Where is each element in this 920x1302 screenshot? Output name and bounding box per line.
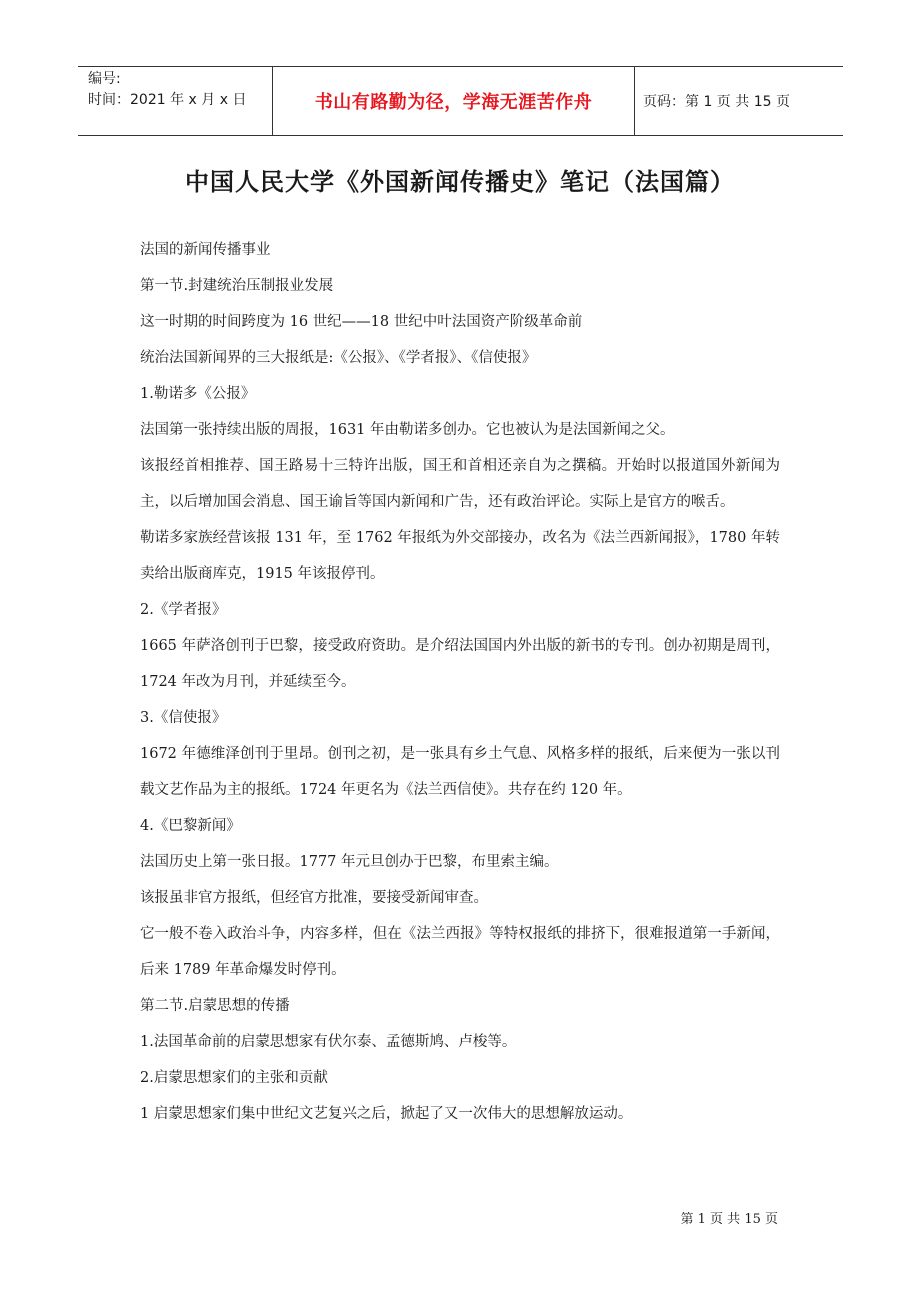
page-footer: 第 1 页 共 15 页: [680, 1212, 778, 1227]
page-header: [78, 66, 843, 136]
paragraph: 1665 年萨洛创刊于巴黎，接受政府资助。是介绍法国国内外出版的新书的专刊。创办初期是周刊，1724 年改为月刊，并延续至今。: [140, 638, 780, 690]
paragraph: 2.启蒙思想家们的主张和贡献: [140, 1070, 328, 1086]
paragraph: 1672 年德维泽创刊于里昂。创刊之初，是一张具有乡土气息、风格多样的报纸，后来便为一张以刊载文艺作品为主的报纸。1724 年更名为《法兰西信使》。共存在约 120 年。: [140, 746, 780, 798]
header-motto: 书山有路勤为径，学海无涯苦作舟: [273, 67, 635, 135]
paragraph: 法国历史上第一张日报。1777 年元旦创办于巴黎，布里索主编。: [140, 854, 559, 870]
paragraph: 法国的新闻传播事业: [140, 242, 271, 258]
paragraph: 统治法国新闻界的三大报纸是:《公报》、《学者报》、《信使报》: [140, 350, 537, 366]
header-meta: [78, 67, 273, 135]
document-date: 时间：2021 年 x 月 x 日: [88, 92, 247, 108]
paragraph: 该报经首相推荐、国王路易十三特许出版，国王和首相还亲自为之撰稿。开始时以报道国外新闻为主，以后增加国会消息、国王谕旨等国内新闻和广告，还有政治评论。实际上是官方的喉舌。: [140, 458, 780, 510]
paragraph: 第二节.启蒙思想的传播: [140, 998, 290, 1014]
paragraph: 第一节.封建统治压制报业发展: [140, 278, 334, 294]
paragraph: 法国第一张持续出版的周报，1631 年由勒诺多创办。它也被认为是法国新闻之父。: [140, 422, 675, 438]
paragraph: 勒诺多家族经营该报 131 年，至 1762 年报纸为外交部接办，改名为《法兰西新闻报》，1780 年转卖给出版商库克，1915 年该报停刊。: [140, 530, 780, 582]
document-code-label: 编号:: [88, 71, 121, 87]
header-page-info: 页码：第 1 页 共 15 页: [643, 94, 790, 110]
paragraph: 2.《学者报》: [140, 602, 227, 618]
paragraph: 1.勒诺多《公报》: [140, 386, 256, 402]
document-title: 中国人民大学《外国新闻传播史》笔记（法国篇）: [185, 168, 735, 196]
paragraph: 它一般不卷入政治斗争，内容多样，但在《法兰西报》等特权报纸的排挤下，很难报道第一手新闻，后来 1789 年革命爆发时停刊。: [140, 926, 780, 978]
document-body: [140, 232, 780, 1132]
paragraph: 1.法国革命前的启蒙思想家有伏尔泰、孟德斯鸠、卢梭等。: [140, 1034, 517, 1050]
paragraph: 4.《巴黎新闻》: [140, 818, 241, 834]
paragraph: 3.《信使报》: [140, 710, 227, 726]
paragraph: 该报虽非官方报纸，但经官方批准，要接受新闻审查。: [140, 890, 488, 906]
paragraph: 这一时期的时间跨度为 16 世纪——18 世纪中叶法国资产阶级革命前: [140, 314, 583, 330]
paragraph: 1 启蒙思想家们集中世纪文艺复兴之后，掀起了又一次伟大的思想解放运动。: [140, 1106, 633, 1122]
